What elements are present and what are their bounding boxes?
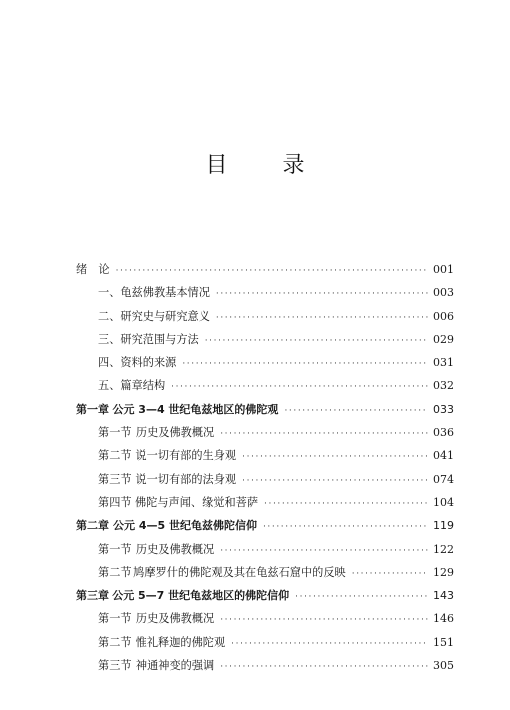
toc-entry-ch1-sec1[interactable]: [76, 421, 454, 444]
dot-leader: [220, 423, 428, 446]
toc-entry-ch2-sec1[interactable]: [76, 538, 454, 561]
dot-leader: [264, 493, 428, 516]
toc-entry-chapter-3[interactable]: [76, 584, 454, 607]
toc-entry-label: 绪 论: [76, 263, 110, 276]
toc-entry-page: 033: [433, 402, 454, 416]
toc-section-number: 第一节: [98, 426, 132, 440]
dot-leader: [182, 353, 428, 376]
toc-section-title: 说一切有部的生身观: [135, 449, 237, 463]
toc-entry-label: 五、篇章结构: [98, 379, 166, 393]
toc-entry-page: 305: [433, 659, 454, 673]
dot-leader: [242, 470, 428, 493]
toc-entry-intro-1[interactable]: [76, 281, 454, 304]
toc-section-title: 惟礼释迦的佛陀观: [135, 635, 226, 649]
toc-section-number: 第三节: [98, 659, 132, 673]
toc-entry-ch1-sec3[interactable]: [76, 468, 454, 491]
toc-section-title: 历史及佛教概况: [135, 612, 215, 626]
toc-chapter-number: 第三章: [76, 589, 109, 603]
toc-entry-ch3-sec1[interactable]: [76, 607, 454, 630]
toc-entry-page: 031: [433, 356, 454, 370]
dot-leader: [220, 609, 428, 632]
toc-entry-page: 104: [433, 495, 454, 509]
toc-entry-page: 143: [433, 589, 454, 603]
toc-entry-intro-2[interactable]: [76, 305, 454, 328]
toc-section-title: 说一切有部的法身观: [135, 472, 237, 486]
toc-entry-page: 032: [433, 379, 454, 393]
dot-leader: [220, 656, 428, 679]
dot-leader: [216, 283, 428, 306]
toc-entry-page: 029: [433, 332, 454, 346]
toc-entry-ch2-sec2[interactable]: [76, 561, 454, 584]
dot-leader: [171, 376, 428, 399]
dot-leader: [242, 446, 428, 469]
toc-entry-page: 036: [433, 426, 454, 440]
toc-entry-page: 122: [433, 542, 454, 556]
toc-section-title: 鸠摩罗什的佛陀观及其在龟兹石窟中的反映: [133, 565, 346, 579]
dot-leader: [295, 586, 428, 609]
toc-entry-label: 二、研究史与研究意义: [98, 309, 210, 323]
toc-chapter-number: 第一章: [76, 402, 109, 416]
toc-entry-chapter-2[interactable]: [76, 514, 454, 537]
toc-entry-page: 006: [433, 309, 454, 323]
toc-entry-page: 119: [433, 519, 454, 533]
toc-entry-intro-5[interactable]: [76, 374, 454, 397]
toc-section-number: 第一节: [98, 612, 132, 626]
toc-chapter-number: 第二章: [76, 519, 109, 533]
toc-section-title: 神通神变的强调: [135, 659, 215, 673]
toc-entry-page: 129: [433, 565, 454, 579]
dot-leader: [352, 563, 428, 586]
toc-entry-page: 074: [433, 472, 454, 486]
toc-entry-page: 003: [433, 286, 454, 300]
dot-leader: [231, 633, 428, 656]
toc-entry-intro-4[interactable]: [76, 351, 454, 374]
dot-leader: [216, 307, 428, 330]
toc-entry-chapter-1[interactable]: [76, 398, 454, 421]
toc-section-number: 第二节: [98, 635, 132, 649]
toc-entry-ch1-sec2[interactable]: [76, 444, 454, 467]
toc-entry-ch3-sec3[interactable]: [76, 654, 454, 677]
toc-chapter-title: 公元 3—4 世纪龟兹地区的佛陀观: [112, 402, 279, 416]
toc-section-number: 第四节: [98, 495, 132, 509]
toc-entry-page: 146: [433, 612, 454, 626]
table-of-contents: [76, 258, 454, 677]
toc-entry-ch1-sec4[interactable]: [76, 491, 454, 514]
toc-chapter-title: 公元 5—7 世纪龟兹地区的佛陀信仰: [112, 589, 290, 603]
toc-entry-label: 一、龟兹佛教基本情况: [98, 286, 210, 300]
toc-section-number: 第二节: [98, 449, 132, 463]
dot-leader: [205, 330, 428, 353]
toc-entry-page: 001: [433, 263, 454, 276]
toc-section-title: 佛陀与声闻、缘觉和菩萨: [134, 495, 259, 509]
dot-leader: [220, 540, 428, 563]
dot-leader: [263, 516, 428, 539]
toc-entry-page: 041: [433, 449, 454, 463]
toc-entry-intro-3[interactable]: [76, 328, 454, 351]
toc-entry-introduction[interactable]: [76, 258, 454, 281]
dot-leader: [116, 260, 428, 283]
toc-entry-label: 三、研究范围与方法: [98, 332, 199, 346]
toc-section-title: 历史及佛教概况: [135, 542, 215, 556]
dot-leader: [284, 400, 428, 423]
toc-chapter-title: 公元 4—5 世纪龟兹佛陀信仰: [112, 519, 257, 533]
toc-section-number: 第一节: [98, 542, 132, 556]
toc-title: 目 录: [205, 153, 329, 178]
toc-section-number: 第三节: [98, 472, 132, 486]
toc-section-number: 第二节: [98, 565, 132, 579]
toc-section-title: 历史及佛教概况: [135, 426, 215, 440]
toc-entry-label: 四、资料的来源: [98, 356, 177, 370]
toc-entry-ch3-sec2[interactable]: [76, 631, 454, 654]
toc-entry-page: 151: [433, 635, 454, 649]
